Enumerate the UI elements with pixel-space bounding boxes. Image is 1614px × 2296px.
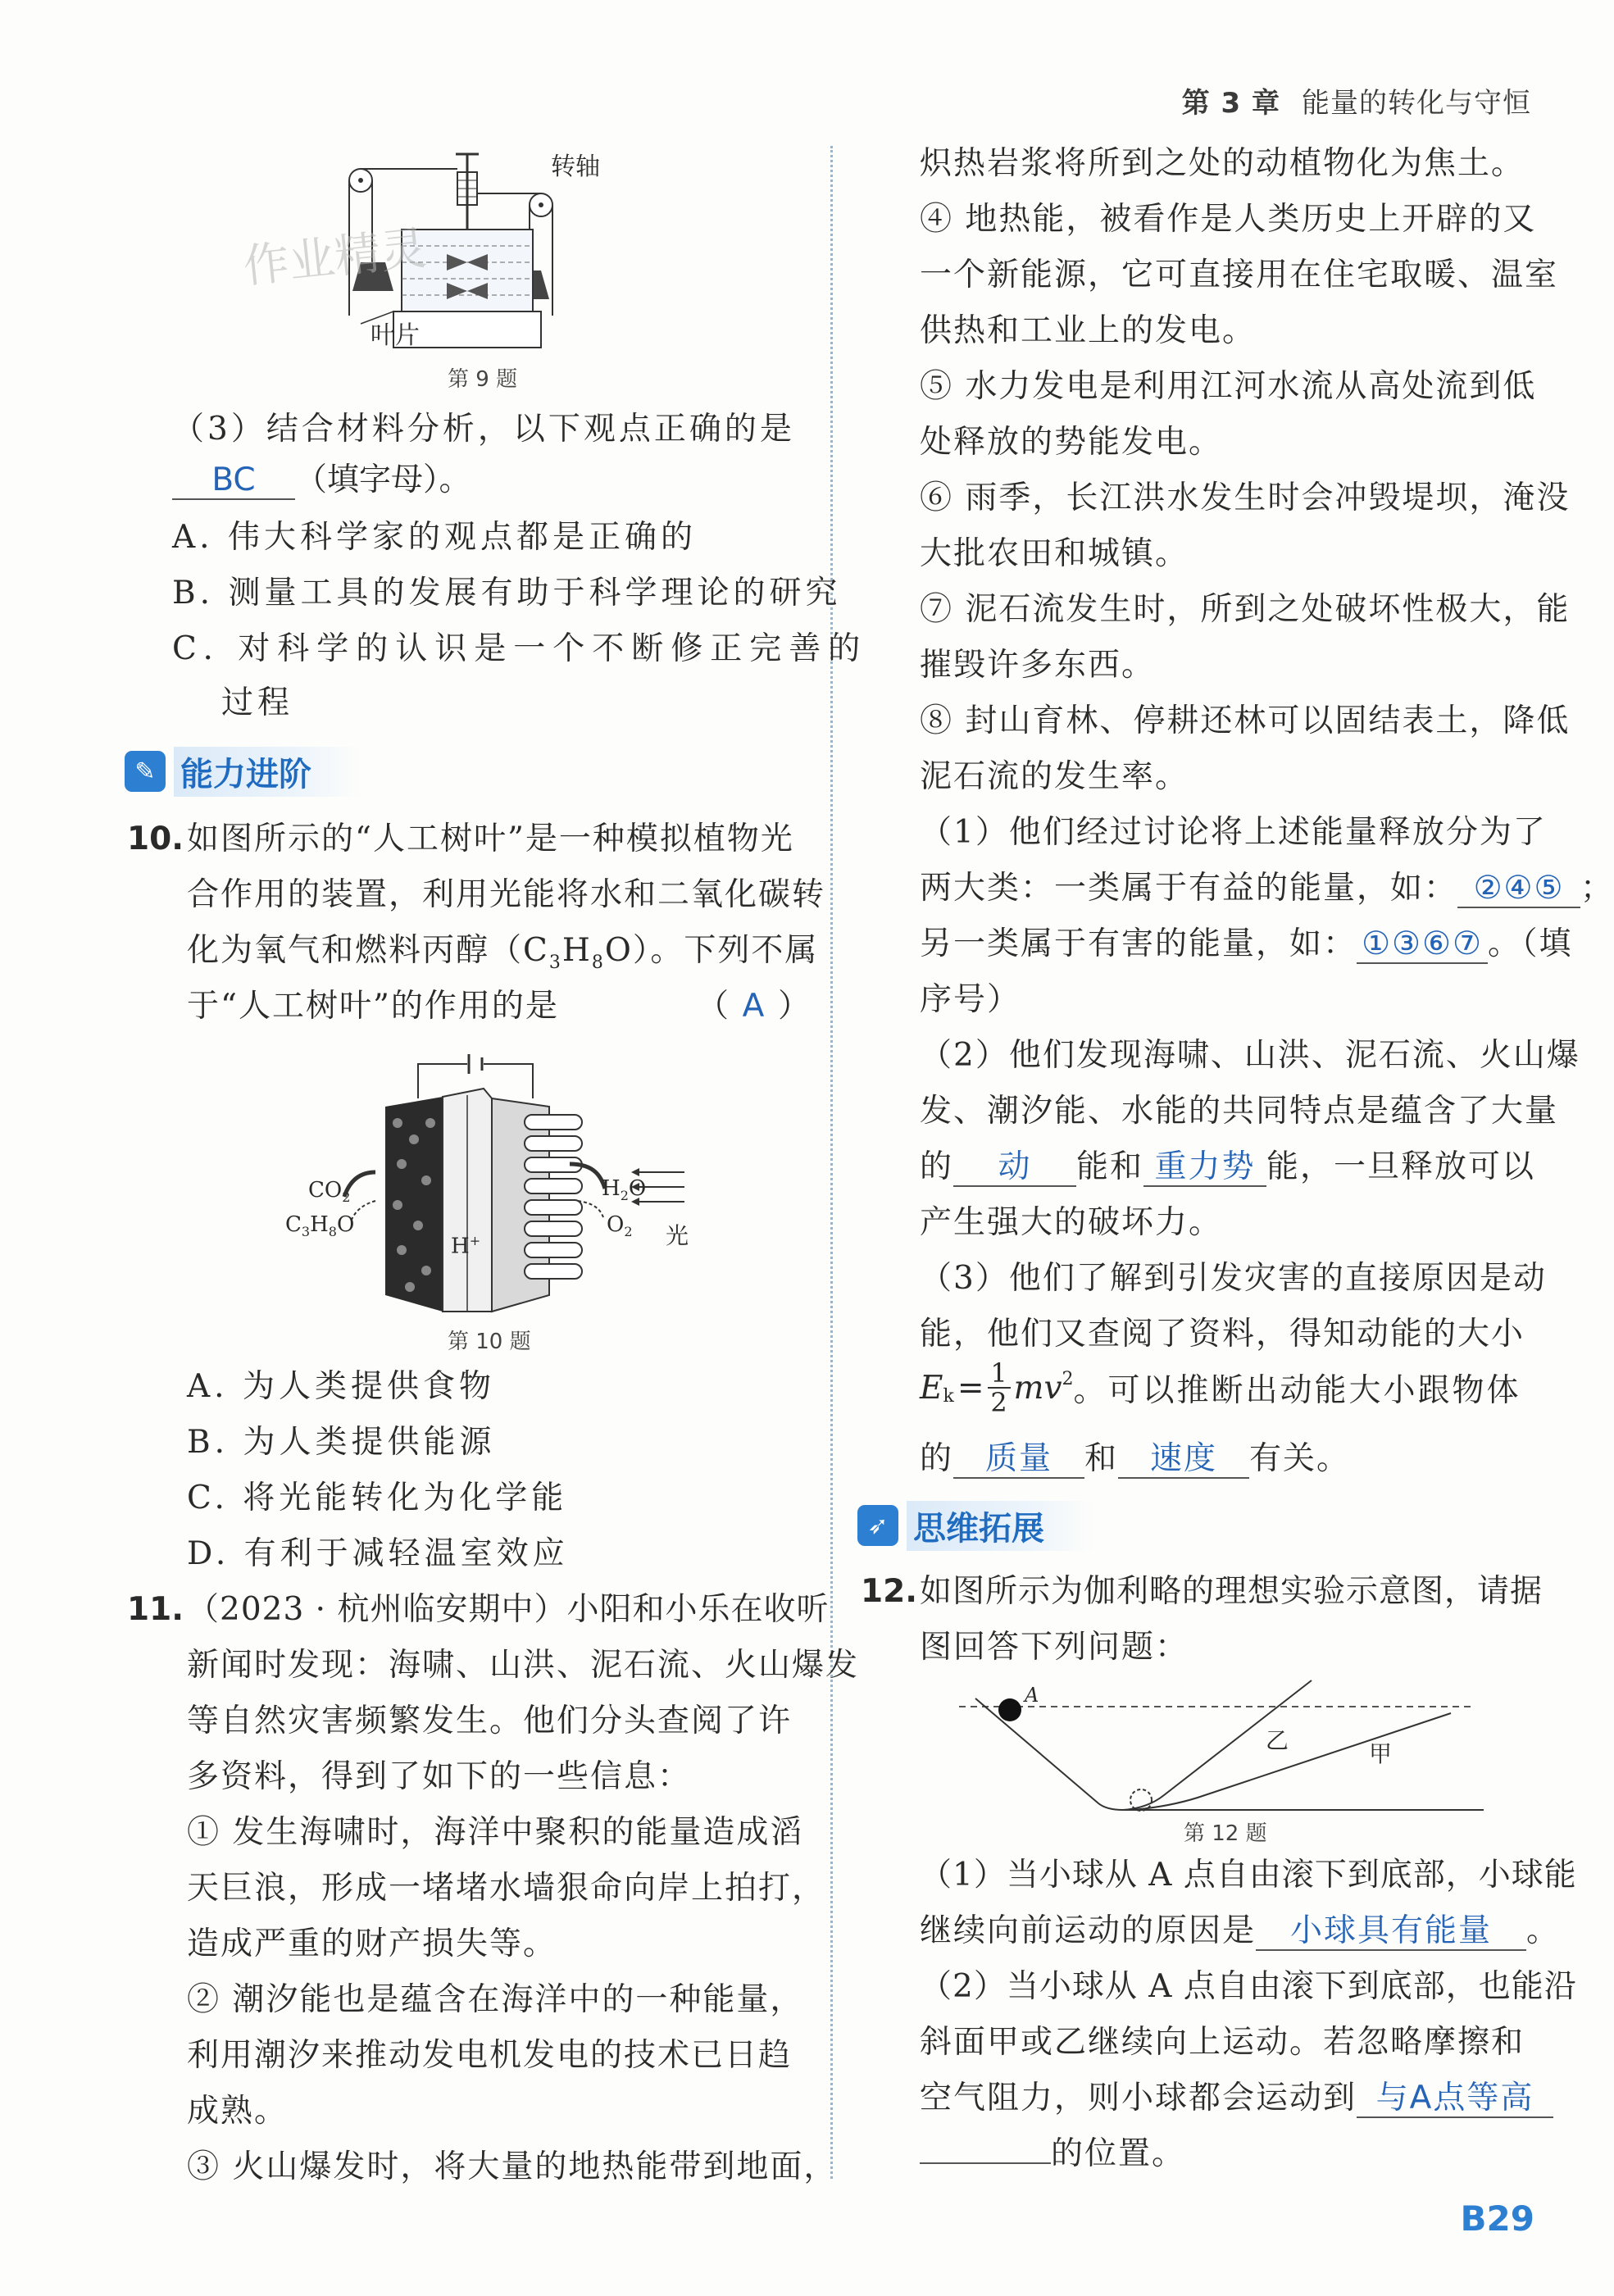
q11-info2-a: ② 潮汐能也是蕴含在海洋中的一种能量，: [187, 1981, 804, 2018]
q10-option-b: B. 为人类提供能源: [187, 1424, 496, 1461]
q12-part1-answer: 小球具有能量: [1256, 1913, 1526, 1951]
q12-part2-a: （2）当小球从 A 点自由滚下到底部，也能沿: [920, 1968, 1577, 2005]
section-title-thinking: 思维拓展: [907, 1501, 1093, 1551]
q11-info7-b: 摧毁许多东西。: [920, 647, 1156, 684]
q9-3-answer: BC: [172, 462, 295, 500]
q12-part1-b: 继续向前运动的原因是 小球具有能量 。: [920, 1912, 1561, 1949]
q11-part1-a: （1）他们经过讨论将上述能量释放分为了: [920, 814, 1547, 851]
fig12-label-jia: 甲: [1369, 1740, 1393, 1767]
q10-answer-bracket: （ A ）: [697, 988, 811, 1025]
q11-part1-d: 序号）: [920, 981, 1021, 1018]
q10-answer: A: [742, 988, 765, 1025]
section-banner-ability: [125, 746, 361, 797]
q11-info8-a: ⑧ 封山育林、停耕还林可以固结表土，降低: [920, 702, 1571, 739]
q11-info6-a: ⑥ 雨季，长江洪水发生时会冲毁堤坝，淹没: [920, 480, 1571, 516]
fig10-label-co2: $CO_2$: [308, 1178, 351, 1206]
q11-info4-a: ④ 地热能，被看作是人类历史上开辟的又: [920, 201, 1537, 238]
q11-info5-a: ⑤ 水力发电是利用江河水流从高处流到低: [920, 368, 1537, 405]
page-number: B29: [1460, 2198, 1534, 2239]
q10-line4: 于“人工树叶”的作用的是: [187, 988, 559, 1025]
q9-3-line1: （3）结合材料分析，以下观点正确的是: [172, 411, 795, 448]
q11-line1: （2023 · 杭州临安期中）小阳和小乐在收听: [187, 1591, 830, 1628]
q11-part2-b: 发、潮汐能、水能的共同特点是蕴含了大量: [920, 1093, 1559, 1130]
q11-part1-b: 两大类：一类属于有益的能量，如： ②④⑤ ；: [920, 870, 1614, 907]
q11-part2-answer-gravity: 重力势: [1143, 1149, 1266, 1187]
q11-part2-answer-kinetic: 动: [953, 1149, 1076, 1187]
q10-option-a: A. 为人类提供食物: [187, 1368, 495, 1405]
rocket-icon: ➶: [857, 1505, 898, 1546]
q10-option-c: C. 将光能转化为化学能: [187, 1480, 568, 1516]
pencil-icon: ✎: [125, 751, 166, 792]
fig12-caption: 第 12 题: [1184, 1821, 1267, 1846]
fig10-label-hplus: H+: [451, 1233, 481, 1259]
q11-part2-c: 的 动 能和 重力势 能，一旦释放可以: [920, 1148, 1536, 1185]
q11-part1-answer-useful: ②④⑤: [1457, 871, 1580, 908]
q11-info7-a: ⑦ 泥石流发生时，所到之处破坏性极大，能: [920, 591, 1571, 628]
column-divider: [830, 146, 833, 2179]
q10-number: 10.: [127, 821, 184, 857]
q10-option-d: D. 有利于减轻温室效应: [187, 1535, 569, 1572]
section-banner-thinking: [857, 1500, 1093, 1551]
q11-info4-b: 一个新能源，它可直接用在住宅取暖、温室: [920, 257, 1559, 293]
q11-info1-b: 天巨浪，形成一堵堵水墙狠命向岸上拍打，: [187, 1870, 826, 1907]
q9-3-option-c2: 过程: [221, 684, 294, 721]
q11-part1-c: 另一类属于有害的能量，如： ①③⑥⑦ 。（填: [920, 925, 1573, 962]
q10-line1: 如图所示的“人工树叶”是一种模拟植物光: [187, 821, 794, 857]
q11-info4-c: 供热和工业上的发电。: [920, 312, 1257, 349]
q11-part3-answer-speed: 速度: [1118, 1441, 1249, 1479]
q11-part2-d: 产生强大的破坏力。: [920, 1204, 1223, 1241]
fig10-label-c3h8o: $C_3H_8O$: [285, 1212, 355, 1240]
q11-part2-a: （2）他们发现海啸、山洪、泥石流、火山爆: [920, 1037, 1580, 1074]
q10-line3: 化为氧气和燃料丙醇$(C_3H_8O)$。下列不属: [187, 932, 819, 973]
q11-info6-b: 大批农田和城镇。: [920, 535, 1189, 572]
fig9-caption: 第 9 题: [448, 367, 518, 392]
kinetic-energy-formula: E $_k$ = 1 2 mv $^2$ 。可以推断出动能大小跟物体: [920, 1357, 1521, 1418]
fig10-label-light: 光: [666, 1222, 689, 1249]
fig10-caption: 第 10 题: [448, 1330, 531, 1354]
q12-part2-b: 斜面甲或乙继续向上运动。若忽略摩擦和: [920, 2024, 1525, 2061]
q11-info1-c: 造成严重的财产损失等。: [187, 1925, 557, 1962]
q12-number: 12.: [861, 1573, 918, 1610]
q9-3-option-c1: C. 对科学的认识是一个不断修正完善的: [172, 630, 868, 667]
watermark: 作业精灵: [240, 221, 430, 294]
page-header: [1182, 80, 1531, 120]
q12-part2-answer: 与A点等高: [1357, 2080, 1553, 2118]
fig9-label-axis: 转轴: [551, 152, 600, 181]
chapter-title: 能量的转化与守恒: [1302, 87, 1531, 120]
fig9-label-blade: 叶片: [371, 321, 420, 350]
section-title-ability: 能力进阶: [174, 747, 361, 797]
q12-part2-d: 的位置。: [920, 2135, 1185, 2174]
q11-part1-answer-harmful: ①③⑥⑦: [1357, 926, 1488, 964]
fig10-label-o2: $O_2$: [607, 1212, 633, 1240]
q11-info5-b: 处释放的势能发电。: [920, 424, 1223, 461]
q11-info3-a: ③ 火山爆发时，将大量的地热能带到地面，: [187, 2148, 838, 2185]
q11-part3-a: （3）他们了解到引发灾害的直接原因是动: [920, 1260, 1547, 1297]
q12-part1-a: （1）当小球从 A 点自由滚下到底部，小球能: [920, 1857, 1577, 1894]
q11-part3-b: 能，他们又查阅了资料，得知动能的大小: [920, 1316, 1525, 1353]
q12-line2: 图回答下列问题：: [920, 1629, 1189, 1666]
q12-line1: 如图所示为伽利略的理想实验示意图，请据: [920, 1573, 1544, 1610]
q11-info3-b: 炽热岩浆将所到之处的动植物化为焦土。: [920, 145, 1525, 182]
q11-line3: 等自然灾害频繁发生。他们分头查阅了许: [187, 1703, 793, 1739]
q11-line4: 多资料，得到了如下的一些信息：: [187, 1758, 692, 1795]
q11-info2-c: 成熟。: [187, 2093, 289, 2130]
q11-info1-a: ① 发生海啸时，海洋中聚积的能量造成滔: [187, 1814, 804, 1851]
q9-3-line2-text: （填字母）。: [295, 461, 471, 498]
q11-info8-b: 泥石流的发生率。: [920, 758, 1189, 795]
q11-part3-answer-mass: 质量: [953, 1441, 1084, 1479]
q11-number: 11.: [127, 1591, 184, 1628]
q12-part2-c: 空气阻力，则小球都会运动到 与A点等高: [920, 2079, 1553, 2118]
q9-3-option-a: A. 伟大科学家的观点都是正确的: [172, 519, 697, 556]
fig12-label-yi: 乙: [1266, 1727, 1289, 1754]
q11-line2: 新闻时发现：海啸、山洪、泥石流、火山爆发: [187, 1647, 860, 1684]
fig12-label-a: A: [1025, 1684, 1039, 1707]
q10-line2: 合作用的装置，利用光能将水和二氧化碳转: [187, 876, 826, 913]
q9-3-line2: [172, 461, 471, 500]
q11-part3-d: 的 质量 和 速度 有关。: [920, 1440, 1351, 1477]
chapter-number: 第 3 章: [1181, 87, 1280, 120]
q11-info2-b: 利用潮汐来推动发电机发电的技术已日趋: [187, 2037, 793, 2074]
q12-part2-answer-continuation: [920, 2162, 1051, 2164]
q9-3-option-b: B. 测量工具的发展有助于科学理论的研究: [172, 575, 842, 612]
fig10-label-h2o: $H_2O$: [602, 1176, 647, 1204]
